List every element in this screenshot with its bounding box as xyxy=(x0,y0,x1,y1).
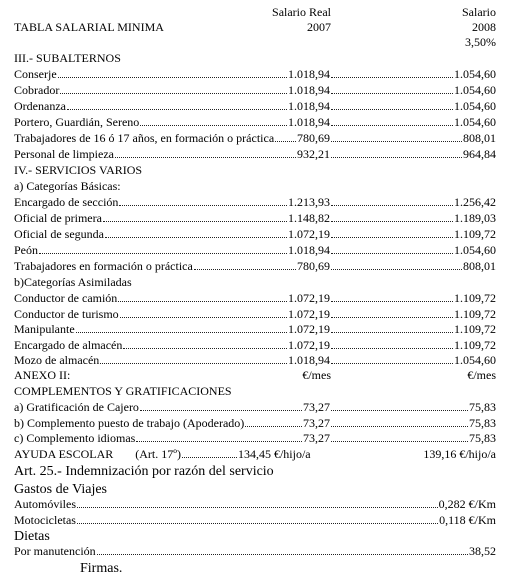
leader-dots xyxy=(331,301,453,302)
leader-dots xyxy=(60,93,287,94)
leader-dots xyxy=(331,410,468,411)
complementos-heading: COMPLEMENTOS Y GRATIFICACIONES xyxy=(14,384,232,398)
row-label: b) Complemento puesto de trabajo (Apoderado) xyxy=(14,415,245,430)
leader-dots xyxy=(331,157,462,158)
leader-dots xyxy=(331,221,453,222)
table-row xyxy=(14,116,496,129)
value-2008: 1.054,60 xyxy=(454,83,496,97)
table-row xyxy=(14,498,496,511)
table-row xyxy=(14,244,496,257)
leader-dots xyxy=(77,507,438,508)
leader-dots xyxy=(331,269,462,270)
table-row xyxy=(14,432,496,445)
leader-dots xyxy=(331,363,453,364)
table-row xyxy=(14,68,496,81)
table-row xyxy=(14,354,496,367)
col-header-2007-line1: Salario Real xyxy=(272,5,331,19)
leader-dots xyxy=(140,410,302,411)
row-label: Peón xyxy=(14,243,38,257)
subheading-basicas: a) Categorías Básicas: xyxy=(14,179,121,193)
value-2008: 1.109,72 xyxy=(454,306,496,321)
row-value: 0,118 €/Km xyxy=(439,513,496,527)
table-row xyxy=(14,545,496,558)
value-2008: 1.109,72 xyxy=(454,337,496,352)
leader-dots xyxy=(182,457,237,458)
value-2007: 1.018,94 xyxy=(288,353,330,367)
unit-2007: €/mes xyxy=(302,368,331,382)
ayuda-note: (Art. 17º) xyxy=(135,447,181,461)
row-label: Automóviles xyxy=(14,497,76,511)
leader-dots xyxy=(245,426,302,427)
leader-dots xyxy=(331,109,453,110)
leader-dots xyxy=(97,554,468,555)
row-label: Portero, Guardián, Sereno xyxy=(14,115,140,129)
leader-dots xyxy=(275,141,296,142)
leader-dots xyxy=(140,125,287,126)
value-2007: 1.072,19 xyxy=(288,322,330,336)
col-header-2008-line1: Salario xyxy=(462,5,496,19)
table-row xyxy=(14,84,496,97)
row-label: Encargado de sección xyxy=(14,195,119,209)
leader-dots xyxy=(331,441,468,442)
table-row xyxy=(14,148,496,161)
value-2007: 1.018,94 xyxy=(288,115,330,129)
row-label: a) Gratificación de Cajero xyxy=(14,400,139,414)
col-header-2008-line2: 2008 xyxy=(472,20,496,34)
leader-dots xyxy=(136,441,302,442)
table-row xyxy=(14,514,496,527)
value-2008: 1.109,72 xyxy=(454,322,496,336)
row-label: Conductor de camión xyxy=(14,291,118,305)
table-row xyxy=(14,308,496,321)
row-label: Personal de limpieza xyxy=(14,147,114,161)
value-2008: 1.054,60 xyxy=(454,115,496,129)
value-2008: 75,83 xyxy=(469,400,496,414)
value-2007: 1.018,94 xyxy=(288,67,330,81)
value-2007: 1.213,93 xyxy=(288,195,330,209)
row-label: c) Complemento idiomas xyxy=(14,431,136,445)
dietas-heading: Dietas xyxy=(14,529,50,544)
value-2007: 1.072,19 xyxy=(288,291,330,305)
leader-dots xyxy=(194,269,296,270)
leader-dots xyxy=(331,317,453,318)
ayuda-escolar-row xyxy=(14,448,496,461)
table-row xyxy=(14,196,496,209)
value-2007: 1.018,94 xyxy=(288,83,330,97)
row-label: Conductor de turismo xyxy=(14,306,119,321)
leader-dots xyxy=(331,332,453,333)
value-2008: 1.109,72 xyxy=(454,291,496,305)
value-2008: 1.256,42 xyxy=(454,195,496,209)
table-row xyxy=(14,417,496,430)
leader-dots xyxy=(123,348,287,349)
leader-dots xyxy=(120,317,287,318)
unit-2008: €/mes xyxy=(467,368,496,382)
table-row xyxy=(14,339,496,352)
value-2008: 75,83 xyxy=(469,431,496,445)
leader-dots xyxy=(331,426,468,427)
leader-dots xyxy=(58,77,287,78)
leader-dots xyxy=(331,125,453,126)
value-2007: 1.072,19 xyxy=(288,337,330,352)
ayuda-2008: 139,16 €/hijo/a xyxy=(423,447,496,461)
value-2007: 1.148,82 xyxy=(288,211,330,225)
value-2007: 1.018,94 xyxy=(288,99,330,113)
leader-dots xyxy=(103,221,287,222)
row-label: Oficial de primera xyxy=(14,211,102,225)
leader-dots xyxy=(115,157,296,158)
value-2007: 932,21 xyxy=(297,147,330,161)
row-value: 38,52 xyxy=(469,544,496,558)
table-row xyxy=(14,228,496,241)
row-label: Por manutención xyxy=(14,544,96,558)
value-2008: 1.054,60 xyxy=(454,67,496,81)
value-2007: 1.072,19 xyxy=(288,306,330,321)
table-row xyxy=(14,401,496,414)
leader-dots xyxy=(331,348,453,349)
leader-dots xyxy=(118,301,287,302)
leader-dots xyxy=(105,237,287,238)
row-label: Manipulante xyxy=(14,322,75,336)
row-value: 0,282 €/Km xyxy=(438,497,496,511)
leader-dots xyxy=(39,253,287,254)
value-2007: 73,27 xyxy=(303,415,330,430)
row-label: Cobrador xyxy=(14,83,60,97)
value-2008: 1.109,72 xyxy=(454,227,496,241)
value-2008: 1.054,60 xyxy=(454,243,496,257)
anexo-heading: ANEXO II: xyxy=(14,368,71,382)
value-2007: 1.072,19 xyxy=(288,227,330,241)
value-2007: 780,69 xyxy=(297,259,330,273)
ayuda-label: AYUDA ESCOLAR xyxy=(14,447,114,461)
leader-dots xyxy=(76,332,287,333)
row-label: Oficial de segunda xyxy=(14,227,104,241)
section-heading-subalternos: III.- SUBALTERNOS xyxy=(14,51,121,65)
value-2008: 75,83 xyxy=(469,415,496,430)
value-2008: 1.054,60 xyxy=(454,353,496,367)
firmas-text: Firmas. xyxy=(80,561,123,576)
table-row xyxy=(14,260,496,273)
value-2008: 808,01 xyxy=(463,131,496,145)
leader-dots xyxy=(331,77,453,78)
ayuda-2007: 134,45 €/hijo/a xyxy=(237,447,311,461)
leader-dots xyxy=(77,523,438,524)
leader-dots xyxy=(331,237,453,238)
section-heading-servicios: IV.- SERVICIOS VARIOS xyxy=(14,163,143,177)
leader-dots xyxy=(67,109,287,110)
table-row xyxy=(14,292,496,305)
row-label: Encargado de almacén xyxy=(14,337,123,352)
table-row xyxy=(14,132,496,145)
col-header-2008-line3: 3,50% xyxy=(465,35,496,49)
leader-dots xyxy=(119,205,287,206)
leader-dots xyxy=(331,93,453,94)
table-row xyxy=(14,212,496,225)
value-2008: 1.054,60 xyxy=(454,99,496,113)
value-2008: 964,84 xyxy=(463,147,496,161)
row-label: Mozo de almacén xyxy=(14,353,100,367)
value-2007: 73,27 xyxy=(303,400,330,414)
value-2008: 808,01 xyxy=(463,259,496,273)
row-label: Ordenanza xyxy=(14,99,66,113)
col-header-2007-line2: 2007 xyxy=(307,20,331,34)
leader-dots xyxy=(331,253,453,254)
art25-heading: Art. 25.- Indemnización por razón del servicio xyxy=(14,464,274,479)
value-2007: 780,69 xyxy=(297,131,330,145)
row-label: Trabajadores de 16 ó 17 años, en formación o práctica xyxy=(14,131,275,145)
gastos-viajes-heading: Gastos de Viajes xyxy=(14,482,107,497)
table-row xyxy=(14,100,496,113)
leader-dots xyxy=(100,363,287,364)
value-2007: 1.018,94 xyxy=(288,243,330,257)
subheading-asimiladas: b)Categorías Asimiladas xyxy=(14,275,132,289)
value-2008: 1.189,03 xyxy=(454,211,496,225)
leader-dots xyxy=(331,141,462,142)
row-label: Trabajadores en formación o práctica xyxy=(14,259,193,273)
leader-dots xyxy=(331,205,453,206)
row-label: Conserje xyxy=(14,67,57,81)
row-label: Motocicletas xyxy=(14,513,76,527)
value-2007: 73,27 xyxy=(303,431,330,445)
table-title: TABLA SALARIAL MINIMA xyxy=(14,20,164,34)
table-row xyxy=(14,323,496,336)
